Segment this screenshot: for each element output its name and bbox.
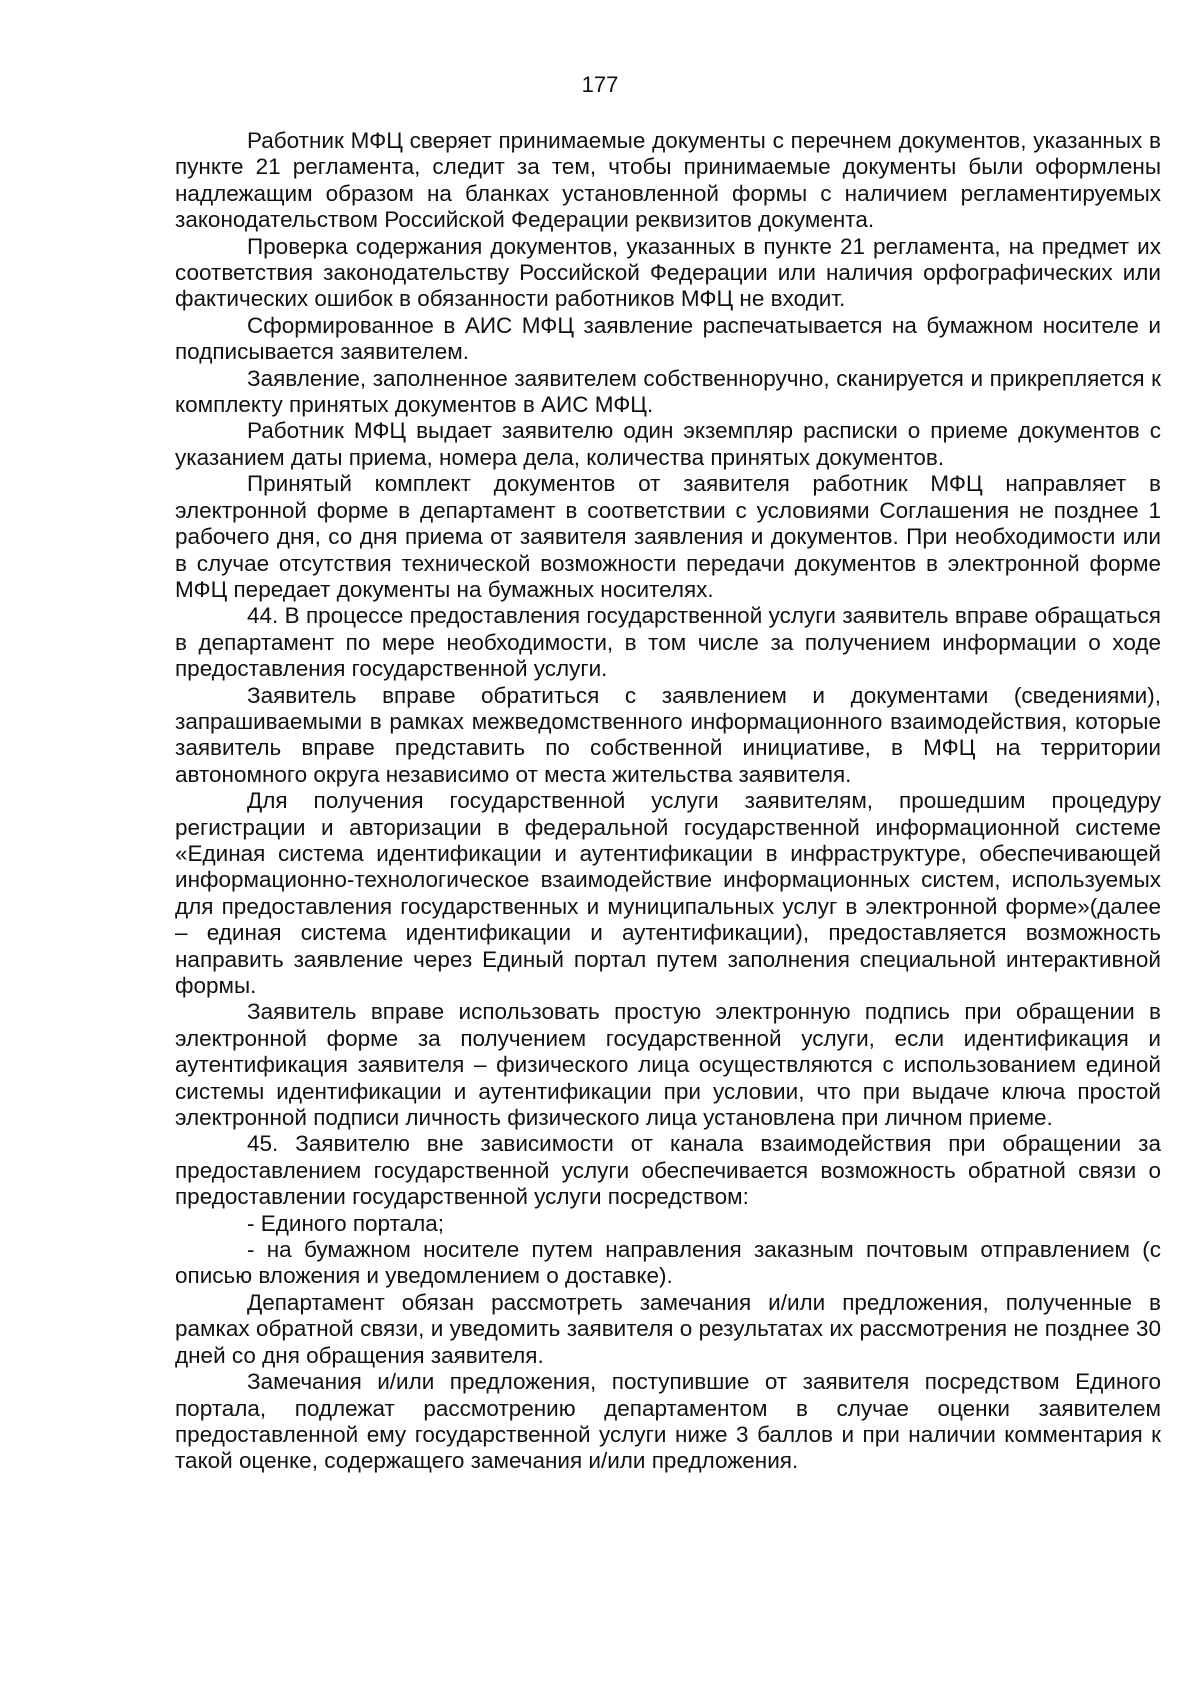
list-item-paper: - на бумажном носителе путем направления заказным почтовым отправлением (с описью вложения и уведомлением о доставке). <box>175 1237 1161 1289</box>
paragraph-10: Заявитель вправе использовать простую электронную подпись при обращении в электронной форме за получением государственной услуги, если идентификация и аутентификация заявителя – физического лица осуществляются с использованием единой системы идентификации и аутентификации при условии, что при выдаче ключа простой электронной подписи личность физического лица установлена при личном приеме. <box>175 999 1161 1131</box>
paragraph-6: Принятый комплект документов от заявителя работник МФЦ направляет в электронной форме в департамент в соответствии с условиями Соглашения не позднее 1 рабочего дня, со дня приема от заявителя заявления и документов. При необходимости или в случае отсутствия технической возможности передачи документов в электронной форме МФЦ передает документы на бумажных носителях. <box>175 471 1161 602</box>
paragraph-2: Проверка содержания документов, указанных в пункте 21 регламента, на предмет их соответствия законодательству Российской Федерации или наличия орфографических или фактических ошибок в обязанности работников МФЦ не входит. <box>175 233 1161 312</box>
page-number: 177 <box>581 72 619 97</box>
paragraph-14: Департамент обязан рассмотреть замечания и/или предложения, полученные в рамках обратной связи, и уведомить заявителя о результатах их рассмотрения не позднее 30 дней со дня обращения заявителя. <box>175 1289 1161 1368</box>
paragraph-11-item-45: 45. Заявителю вне зависимости от канала взаимодействия при обращении за предоставлением государственной услуги обеспечивается возможность обратной связи о предоставлении государственной услуги посредством: <box>175 1131 1161 1210</box>
paragraph-1: Работник МФЦ сверяет принимаемые документы с перечнем документов, указанных в пункте 21 регламента, следит за тем, чтобы принимаемые документы были оформлены надлежащим образом на бланках установленной формы с наличием регламентируемых законодательством Российской Федерации реквизитов документа. <box>175 128 1161 233</box>
paragraph-5: Работник МФЦ выдает заявителю один экземпляр расписки о приеме документов с указанием даты приема, номера дела, количества принятых документов. <box>175 418 1161 470</box>
paragraph-8: Заявитель вправе обратиться с заявлением и документами (сведениями), запрашиваемыми в рамках межведомственного информационного взаимодействия, которые заявитель вправе представить по собственной инициативе, в МФЦ на территории автономного округа независимо от места жительства заявителя. <box>175 682 1161 787</box>
list-item-portal: - Единого портала; <box>247 1210 445 1236</box>
paragraph-4: Заявление, заполненное заявителем собственноручно, сканируется и прикрепляется к комплекту принятых документов в АИС МФЦ. <box>175 365 1161 418</box>
paragraph-7-item-44: 44. В процессе предоставления государственной услуги заявитель вправе обращаться в департамент по мере необходимости, в том числе за получением информации о ходе предоставления государственной услуги. <box>175 603 1161 682</box>
paragraph-9: Для получения государственной услуги заявителям, прошедшим процедуру регистрации и авторизации в федеральной государственной информационной системе «Единая система идентификации и аутентификации в инфраструктуре, обеспечивающей информационно-технологическое взаимодействие информационных систем, используемых для предоставления государственных и муниципальных услуг в электронной форме»(далее – единая система идентификации и аутентификации), предоставляется возможность направить заявление через Единый портал путем заполнения специальной интерактивной формы. <box>175 788 1161 998</box>
paragraph-3: Сформированное в АИС МФЦ заявление распечатывается на бумажном носителе и подписывается заявителем. <box>175 312 1161 365</box>
document-body <box>175 128 1161 1475</box>
paragraph-15: Замечания и/или предложения, поступившие от заявителя посредством Единого портала, подлежат рассмотрению департаментом в случае оценки заявителем предоставленной ему государственной услуги ниже 3 баллов и при наличии комментария к такой оценке, содержащего замечания и/или предложения. <box>175 1369 1161 1474</box>
